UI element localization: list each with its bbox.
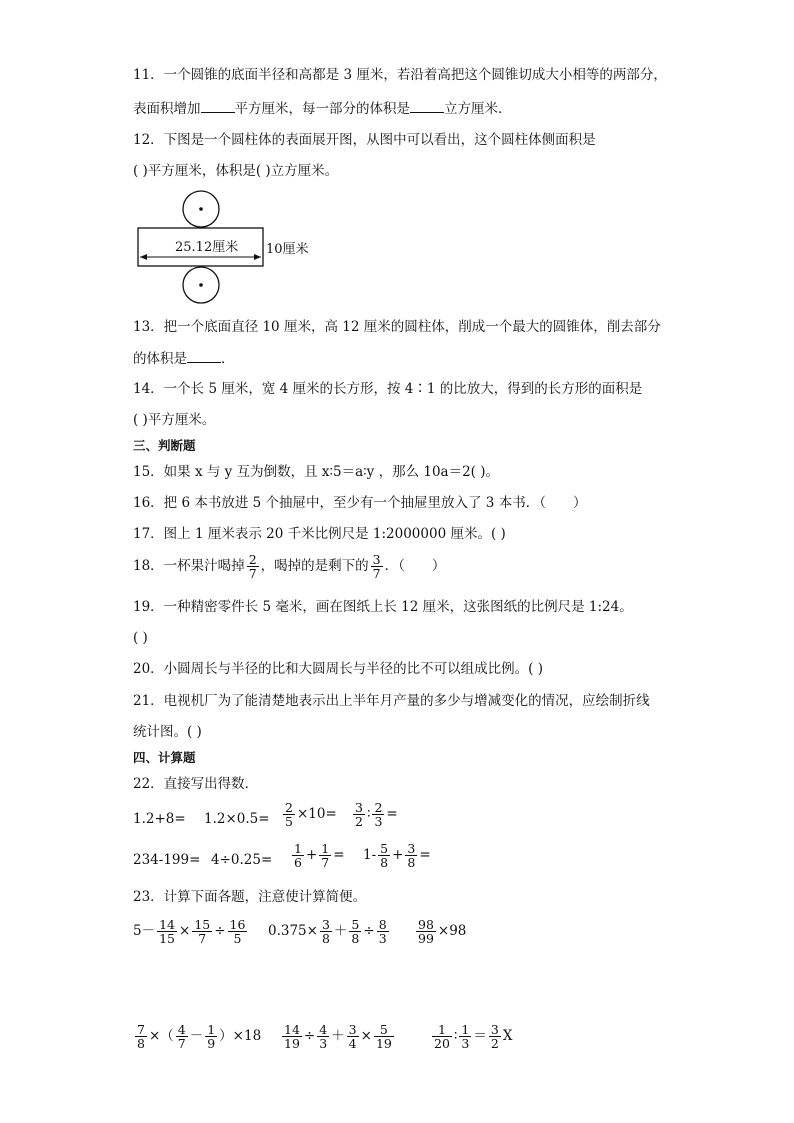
q22-r2-item3: $\frac{1}{6}$ + $\frac{1}{7}$ = bbox=[294, 841, 345, 870]
fig-height-label: 10厘米 bbox=[266, 242, 309, 257]
q15: 15．如果 x 与 y 互为倒数，且 x∶5＝a∶y ，那么 10a＝2( )。 bbox=[133, 464, 500, 480]
q22-r1-item4: $\frac{3}{2}$ ∶ $\frac{2}{3}$ = bbox=[355, 800, 398, 829]
q13-line1: 13．把一个底面直径 10 厘米，高 12 厘米的圆柱体，削成一个最大的圆锥体，削去部分 bbox=[133, 319, 661, 335]
q23-expr4: $\frac{7}{8}$ ×（ $\frac{4}{7}$ － $\frac{1}{9}$ ）×18 bbox=[137, 1022, 262, 1051]
top-circle-center bbox=[199, 207, 203, 211]
q22-title: 22．直接写出得数． bbox=[133, 776, 259, 792]
fig-width-label: 25.12厘米 bbox=[175, 240, 239, 255]
q14-line1: 14．一个长 5 厘米，宽 4 厘米的长方形，按 4∶1 的比放大，得到的长方形的面积是 bbox=[133, 381, 643, 397]
q23-title: 23．计算下面各题，注意使计算简便。 bbox=[133, 889, 367, 905]
section-4-heading: 四、计算题 bbox=[133, 750, 196, 765]
q11-blank-2 bbox=[410, 111, 444, 113]
q18 bbox=[133, 552, 445, 580]
q23-expr6: $\frac{1}{20}$ ∶ $\frac{1}{3}$ ＝ $\frac{3}{2}$ X bbox=[434, 1022, 513, 1051]
q13-line2 bbox=[133, 350, 235, 368]
q11-line1: 11．一个圆锥的底面半径和高都是 3 厘米，若沿着高把这个圆锥切成大小相等的两部分， bbox=[133, 67, 667, 83]
q11-line2 bbox=[133, 100, 512, 118]
q22-r2-item4: 1- $\frac{5}{8}$ + $\frac{3}{8}$ = bbox=[363, 841, 431, 870]
q12-line1: 12．下图是一个圆柱体的表面展开图，从图中可以看出，这个圆柱体侧面积是 bbox=[133, 132, 596, 148]
q11-blank-1 bbox=[201, 111, 235, 113]
q21-line2: 统计图。( ) bbox=[133, 724, 202, 740]
q22-r2-item2: 4÷0.25= bbox=[211, 852, 273, 868]
q19-line2: ( ) bbox=[133, 630, 148, 646]
q20: 20．小圆周长与半径的比和大圆周长与半径的比不可以组成比例。( ) bbox=[133, 661, 544, 677]
width-arrow-left bbox=[140, 254, 147, 260]
q23-expr3: $\frac{98}{99}$ ×98 bbox=[418, 917, 467, 946]
q18-text-c: ．（ ） bbox=[384, 558, 446, 574]
q22-r1-item3: $\frac{2}{5}$ ×10= bbox=[285, 800, 337, 829]
width-arrow-right bbox=[254, 254, 261, 260]
q18-text-a: 18．一杯果汁喝掉 bbox=[133, 558, 245, 574]
q13-text-a: 的体积是 bbox=[133, 351, 187, 367]
q21-line1: 21．电视机厂为了能清楚地表示出上半年月产量的多少与增减变化的情况，应绘制折线 bbox=[133, 693, 650, 709]
q11-text-a: 表面积增加 bbox=[133, 101, 201, 117]
q12-line2: ( )平方厘米，体积是( )立方厘米。 bbox=[133, 163, 339, 179]
q18-fraction-2: $\frac{3}{7}$ bbox=[372, 552, 381, 581]
q22-r2-item1: 234-199= bbox=[133, 852, 201, 868]
q13-blank bbox=[187, 361, 221, 363]
q18-fraction-1: $\frac{2}{7}$ bbox=[248, 552, 257, 581]
bottom-circle-center bbox=[199, 283, 203, 287]
q22-r1-item2: 1.2×0.5= bbox=[204, 811, 270, 827]
q16: 16．把 6 本书放进 5 个抽屉中，至少有一个抽屉里放入了 3 本书．（ ） bbox=[133, 495, 587, 511]
q19-line1: 19．一种精密零件长 5 毫米，画在图纸上长 12 厘米，这张图纸的比例尺是 1:24。 bbox=[133, 599, 633, 615]
q22-r1-item1: 1.2+8= bbox=[133, 811, 186, 827]
q11-text-b: 平方厘米，每一部分的体积是 bbox=[234, 101, 410, 117]
section-3-heading: 三、判断题 bbox=[133, 438, 196, 453]
q13-text-b: ． bbox=[221, 351, 235, 367]
q17: 17．图上 1 厘米表示 20 千米比例尺是 1:2000000 厘米。( ) bbox=[133, 526, 506, 542]
q18-text-b: ，喝掉的是剩下的 bbox=[260, 558, 369, 574]
q11-text-c: 立方厘米． bbox=[444, 101, 512, 117]
q23-expr2: 0.375× $\frac{3}{8}$ ＋ $\frac{5}{8}$ ÷ $\frac{8}{3}$ bbox=[268, 917, 387, 946]
q23-expr1: 5－ $\frac{14}{15}$ × $\frac{15}{7}$ ÷ $\frac{16}{5}$ bbox=[133, 917, 246, 946]
q14-line2: ( )平方厘米。 bbox=[133, 412, 216, 428]
q23-expr5: $\frac{14}{19}$ ÷ $\frac{4}{3}$ ＋ $\frac{3}{4}$ × $\frac{5}{19}$ bbox=[284, 1022, 392, 1051]
